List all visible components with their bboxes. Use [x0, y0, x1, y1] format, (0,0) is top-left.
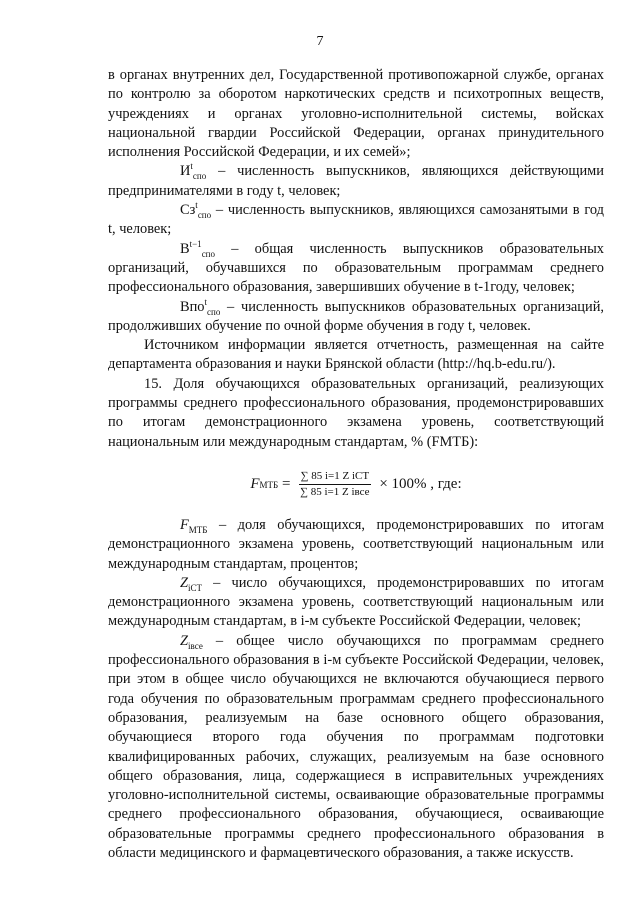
paragraph-source: Источником информации является отчетность, размещенная на сайте департамента образования и науки Брянской области (http://hq.b-edu.ru/).: [108, 337, 604, 373]
symbol-zst: $Z_{iСТ}$: [180, 574, 203, 593]
paragraph-item-15: 15. Доля обучающихся образовательных организаций, реализующих программы среднего профессионального образования, продемонстрировавших по итогам демонстрационного экзамена уровень, соответствующий национальным или международным стандартам, % (FМТБ):: [108, 375, 604, 450]
symbol-ip: $И^t_{спо}$: [180, 161, 207, 182]
symbol-vpo: Впо$^t_{спо}$: [180, 296, 221, 317]
definition-fmtb: [108, 516, 604, 574]
definition-zst: [108, 574, 604, 632]
definition-v-text: – общая численность выпускников образовательных организаций, обучавшихся по образовательным программам среднего профессионального образования, завершивших обучение в t-1году, человек;: [108, 240, 604, 296]
definition-vpo-text: – численность выпускников образовательных организаций, продолживших обучение по очной форме обучения в году t, человек.: [108, 298, 604, 334]
document-body: [108, 66, 604, 863]
paragraph-intro: в органах внутренних дел, Государственной противопожарной службе, органах по контролю за оборотом наркотических средств и психотропных веществ, учреждениях и органах уголовно-исполнительной системы, войсках национальной гвардии Российской Федерации, органах принудительного исполнения Российской Федерации, и их семей»;: [108, 67, 604, 161]
formula-rhs: × 100% , где:: [375, 476, 462, 493]
definition-sz-text: – численность выпускников, являющихся самозанятыми в год t, человек;: [108, 202, 604, 238]
symbol-fmtb: $F_{МТБ}$: [180, 516, 208, 535]
definition-zst-text: – число обучающихся, продемонстрировавших по итогам демонстрационного экзамена уровень, соответствующий национальным или международным стандартам, в i-м субъекте Российской Федерации, человек;: [108, 574, 604, 630]
formula-equals: =: [278, 476, 295, 493]
definition-zvse: [108, 632, 604, 864]
definition-vpo: [108, 298, 604, 337]
formula-lhs: F: [250, 476, 260, 493]
definition-ip: [108, 162, 604, 201]
formula-denominator: ∑ 85 i=1 Z iвсе: [300, 486, 370, 499]
page-number: 7: [316, 34, 324, 49]
definition-zvse-text: – общее число обучающихся по программам среднего профессионального образования в i-м субъекте Российской Федерации, человек, при этом в общее число обучающихся не включаются обучающиеся первого года обучения по образовательным программам среднего профессионального образования, реализуемым на базе основного общего образования, обучающиеся второго года обучения по программам подготовки квалифицированных рабочих, служащих, реализуемым на базе основного общего образования, лица, содержащиеся в исправительных учреждениях уголовно-исполнительной системы, осваивающие образовательные программы среднего профессионального образования, обучающиеся, осваивающие образовательные программы среднего профессионального образования в области медицинского и фармацевтического образования, а также искусств.: [108, 632, 604, 861]
formula-fmtb: F МТБ = $\frac{\text{∑ 85 i=1 Z iСТ}}{\text{∑ 85 i=1 Z iвсе}}$ × 100% , где:: [250, 470, 462, 499]
definition-sz: [108, 201, 604, 240]
formula-numerator: ∑ 85 i=1 Z iСТ: [299, 470, 371, 485]
symbol-zvse: $Z_{iвсе}$: [180, 632, 203, 651]
formula-fraction: [298, 470, 371, 499]
symbol-sz: $Сз^t_{спо}$: [180, 200, 212, 220]
definition-fmtb-text: – доля обучающихся, продемонстрировавших по итогам демонстрационного экзамена уровень, соответствующий национальным или международным стандартам, процентов;: [108, 516, 604, 572]
definition-ip-text: – численность выпускников, являющихся действующими предпринимателями в году t, человек;: [108, 163, 604, 199]
definition-v: [108, 240, 604, 298]
symbol-v: $В^{t-1}_{спо}$: [180, 238, 215, 259]
